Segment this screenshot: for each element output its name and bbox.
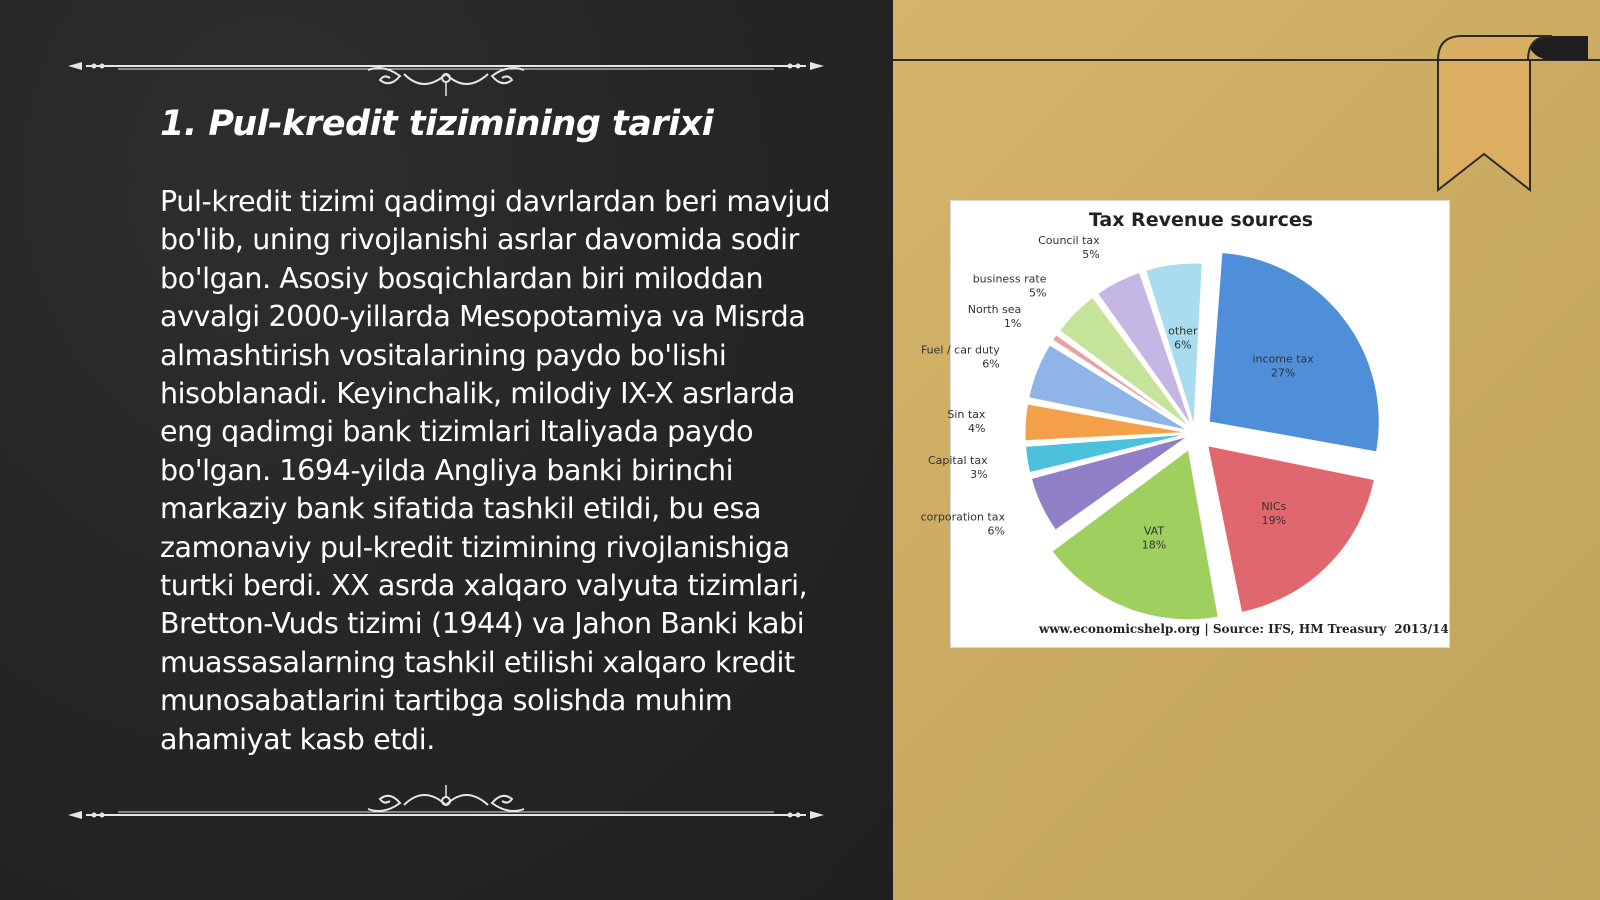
- pie-label-value: 4%: [967, 421, 986, 435]
- slide-title: 1. Pul-kredit tizimining tarixi: [160, 104, 714, 144]
- pie-label-value: 3%: [970, 467, 988, 481]
- pie-label-name: Fuel / car duty: [920, 343, 1000, 357]
- pie-label-value: 18%: [1141, 538, 1167, 552]
- pie-label-name: VAT: [1143, 524, 1165, 538]
- chart-source: [1039, 622, 1449, 636]
- pie-slice-nics: [1208, 446, 1375, 613]
- pie-label-name: North sea: [967, 302, 1022, 316]
- pie-label-name: other: [1168, 324, 1198, 338]
- pie-label-name: NICs: [1261, 499, 1287, 513]
- pie-label-name: business rate: [972, 272, 1047, 286]
- pie-label-value: 1%: [1003, 316, 1022, 330]
- chart-title: Tax Revenue sources: [1088, 209, 1314, 231]
- slide-body-text: Pul-kredit tizimi qadimgi davrlardan beri mavjud bo'lib, uning rivojlanishi asrlar davomida sodir bo'lgan. Asosiy bosqichlardan biri miloddan avvalgi 2000-yillarda Mesopotamiya va Misrda almashtirish vositalarining paydo bo'lishi hisoblanadi. Keyinchalik, milodiy IX-X asrlarda eng qadimgi bank tizimlari Italiyada paydo bo'lgan. 1694-yilda Angliya banki birinchi markaziy bank sifatida tashkil etildi, bu esa zamonaviy pul-kredit tizimining rivojlanishiga turtki berdi. XX asrda xalqaro valyuta tizimlari, Bretton-Vuds tizimi (1944) va Jahon Banki kabi muassasalarning tashkil etilishi xalqaro kredit munosabatlarini tartibga solishda muhim ahamiyat kasb etdi.: [160, 185, 831, 756]
- pie-label-value: 6%: [1174, 338, 1192, 352]
- pie-label-name: Capital tax: [927, 453, 988, 467]
- pie-label-name: income tax: [1252, 352, 1314, 366]
- chart-source-text: www.economicshelp.org | Source: IFS, HM Treasury: [1039, 622, 1387, 636]
- pie-label-name: Council tax: [1038, 233, 1100, 247]
- pie-label-value: 5%: [1082, 247, 1100, 261]
- bookmark-icon: [1430, 34, 1590, 204]
- pie-label-value: 6%: [982, 357, 1000, 371]
- pie-label-value: 6%: [987, 524, 1005, 538]
- pie-label-value: 27%: [1270, 366, 1296, 380]
- bottom-ornament-divider: [68, 785, 824, 825]
- pie-label-name: corporation tax: [920, 510, 1005, 524]
- chart-year: 2013/14: [1394, 622, 1449, 636]
- pie-label-value: 19%: [1261, 513, 1287, 527]
- top-ornament-divider: [68, 56, 824, 96]
- pie-label-value: 5%: [1029, 286, 1047, 300]
- pie-chart: [920, 201, 1451, 649]
- tax-revenue-chart: [920, 200, 1450, 648]
- pie-label-name: Sin tax: [947, 407, 986, 421]
